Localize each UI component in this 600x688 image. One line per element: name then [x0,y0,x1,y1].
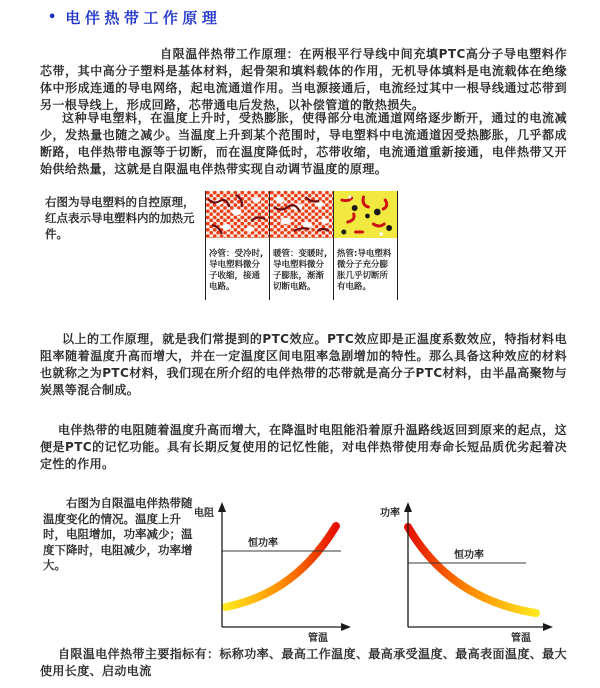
resistance-curve [226,526,336,607]
panel-cold-pipe [206,191,270,300]
panel-hot-pipe [334,191,398,300]
warm-pipe-label: 暖管：变暖时,导电塑料微分子膨胀，渐渐切断电路。 [273,249,328,292]
paragraph-ptc-memory: 电伴热带的电阻随着温度升高而增大，在降温时电阻能沿着原升温路线返回到原来的起点，这便是PTC的记忆功能。具有长期反复使用的记忆性能，对电伴热带使用寿命长短品质优劣起着决定性的作用。 [40,423,567,471]
constant-power-annotation: 恒功率 [248,538,278,549]
resistance-vs-temperature-chart [190,500,365,648]
y-axis-label: 电阻 [194,508,214,519]
y-axis-arrow-icon [218,502,226,512]
cold-pipe-pattern-image [206,191,269,238]
hot-pipe-label: 热管:导电塑料微分子充分膨胀几乎切断所有电路。 [337,249,392,292]
y-axis-label: 功率 [380,508,400,519]
figure1-panels [205,191,398,300]
figure1-caption: 右图为导电塑料的自控原理，红点表示导电塑料内的加热元件。 [45,195,195,241]
x-axis-arrow-icon [543,623,553,631]
figure2-caption: 右图为自限温电伴热带随温度变化的情况。温度上升时，电阻增加，功率减少；温度下降时，电阻减少，功率增大。 [43,496,193,572]
cold-pipe-label: 冷管：受冷时,导电塑料微分子收缩，接通电路。 [209,249,264,292]
y-axis-arrow-icon [404,502,412,512]
paragraph-conductive-plastic: 这种导电塑料，在温度上升时，受热膨胀，使得部分电流通道网络逐步断开，通过的电流减少，发热量也随之减少。当温度上升到某个范围时，导电塑料中电流通道因受热膨胀，几乎都成断路，电伴热带电源等于切断，而在温度降低时，芯带收缩，电流通道重新接通，电伴热带又开始供给热量，这就是自限温电伴热带实现自动调节温度的原理。 [40,111,567,176]
paragraph-ptc-effect: 以上的工作原理，就是我们常提到的PTC效应。PTC效应即是正温度系数效应，特指材料电阻率随着温度升高而增大，并在一定温度区间电阻率急剧增加的特性。那么具备这种效应的材料也就称之为PTC材料，我们现在所介绍的电伴热带的芯带就是高分子PTC材料，由半晶高聚物与炭黑等混合制成。 [40,332,567,397]
warm-pipe-pattern-image [270,191,333,238]
constant-power-annotation: 恒功率 [454,550,484,561]
hot-pipe-pattern-image [334,191,397,238]
paragraph-main-indicators: 自限温电伴热带主要指标有：标称功率、最高工作温度、最高承受温度、最高表面温度、最大使用长度、启动电流 [40,647,567,678]
panel-warm-pipe [270,191,334,300]
power-curve [408,527,536,613]
x-axis-arrow-icon [341,623,351,631]
x-axis-label: 管温 [511,633,531,644]
x-axis-label: 管温 [308,633,328,644]
power-vs-temperature-chart [378,500,563,648]
paragraph-working-principle: 自限温伴热带工作原理：在两根平行导线中间充填PTC高分子导电塑料作芯带，其中高分子塑料是基体材料，起骨架和填料载体的作用，无机导体填料是电流载体在绝缘体中形成连通的导电网络，起电流通道作用。当电源接通后，电流经过其中一根导线通过芯带到另一根导线上，形成回路，芯带通电后发热，以补偿管道的散热损失。 [40,47,567,112]
page-title: 电伴热带工作原理 [65,9,222,27]
section-title-row [48,7,221,28]
bullet-icon: • [48,10,57,25]
